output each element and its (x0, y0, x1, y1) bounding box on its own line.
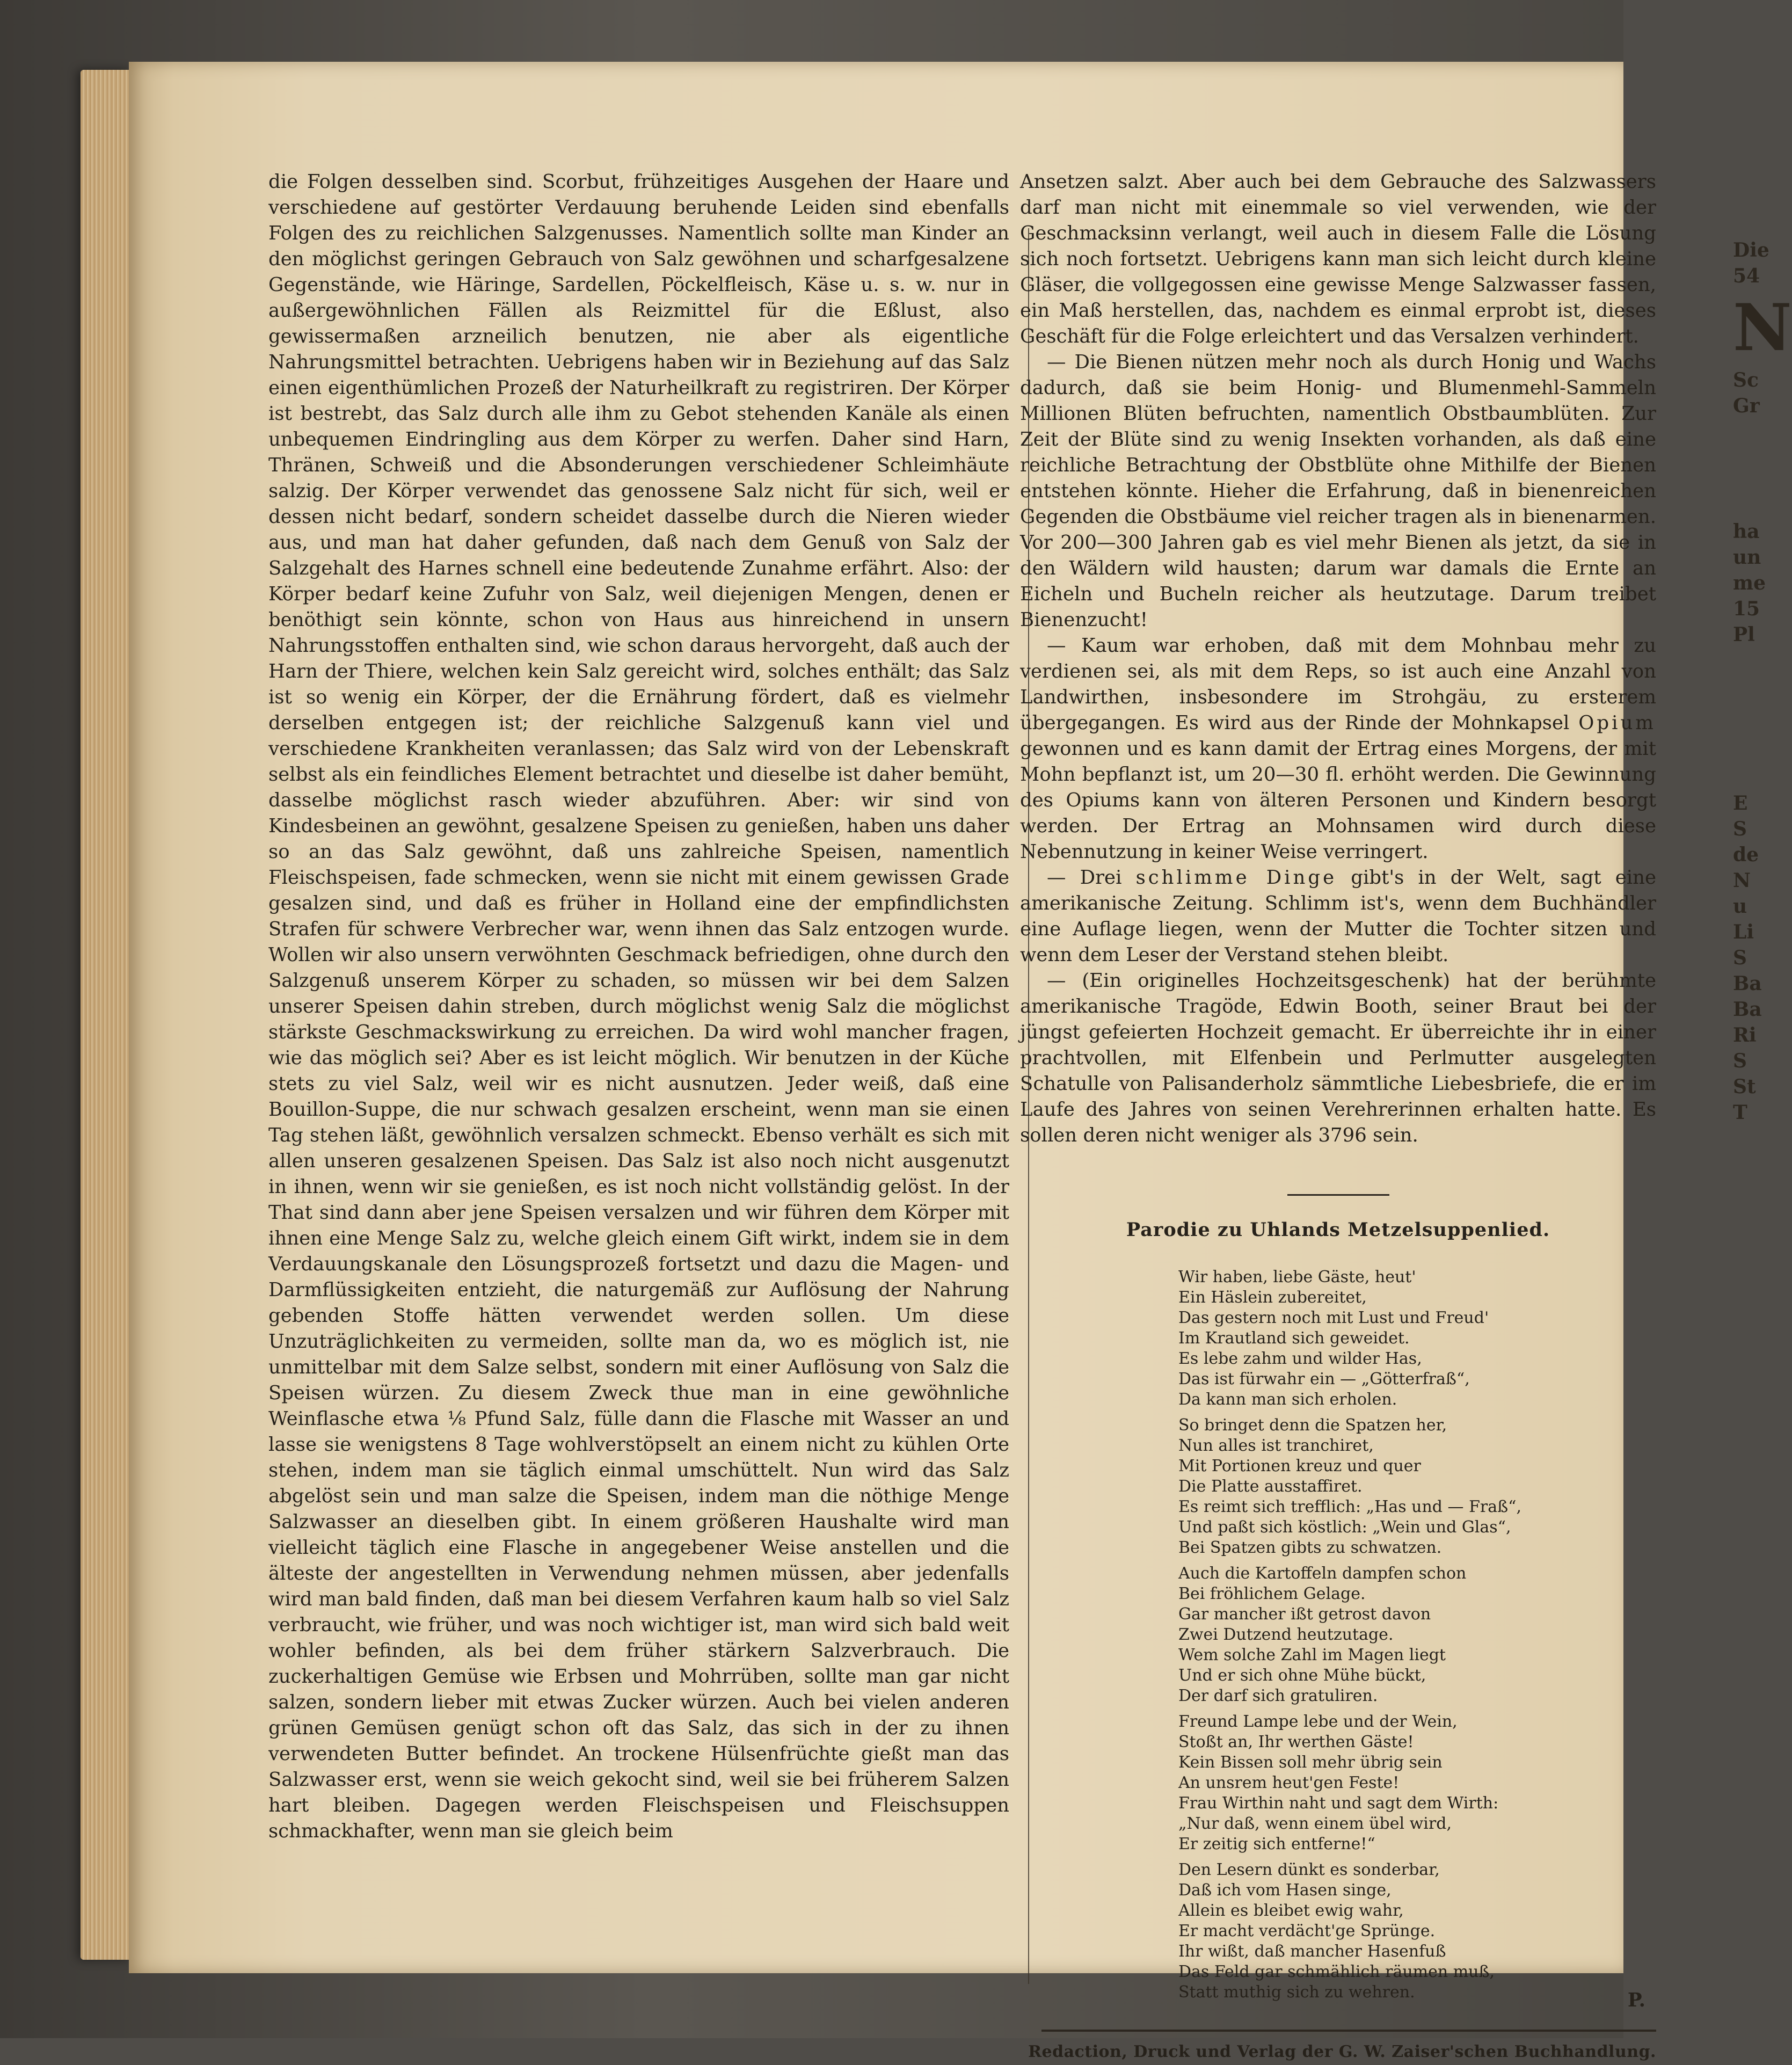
fragment-text: Ba (1733, 998, 1762, 1021)
poem-line: Der darf sich gratuliren. (1178, 1686, 1378, 1705)
poem-line: Freund Lampe lebe und der Wein, (1178, 1712, 1458, 1731)
poem-line: Den Lesern dünkt es sonderbar, (1178, 1860, 1440, 1879)
fragment-text: T (1733, 1101, 1747, 1124)
poem (1178, 1267, 1656, 2003)
fragment-text: Sc (1733, 369, 1759, 391)
poem-line: Auch die Kartoffeln dampfen schon (1178, 1564, 1467, 1583)
poem-line: Da kann man sich erholen. (1178, 1390, 1397, 1409)
poem-line: Allein es bleibet ewig wahr, (1178, 1901, 1404, 1920)
poem-line: Er zeitig sich entferne!“ (1178, 1835, 1375, 1853)
poem-line: Bei Spatzen gibts zu schwatzen. (1178, 1538, 1442, 1557)
fragment-text: Ri (1733, 1024, 1757, 1046)
poem-line: Es reimt sich trefflich: „Has und — Fraß“, (1178, 1497, 1522, 1516)
fragment-text: S (1733, 818, 1747, 840)
fragment-text: Li (1733, 921, 1754, 943)
fragment-text: N (1733, 869, 1751, 892)
poem-line: Wir haben, liebe Gäste, heut' (1178, 1268, 1416, 1286)
poem-stanza (1178, 1267, 1656, 1410)
fragment-text: 54 (1733, 265, 1760, 287)
poem-line: Das gestern noch mit Lust und Freud' (1178, 1308, 1489, 1327)
poppy-notice: — Kaum war erhoben, daß mit dem Mohnbau mehr zu verdienen sei, als mit dem Reps, so ist auch eine Anzahl von Landwirthen, insbesondere im Strohgäu, zu ersterem übergegangen. Es wird aus der Rinde der Mohnkapsel Opium gewonnen und es kann damit der Ertrag eines Morgens, der mit Mohn bepflanzt ist, um 20—30 fl. erhöht werden. Die Gewinnung des Opiums kann von älteren Personen und Kindern besorgt werden. Der Ertrag an Mohnsamen wird durch diese Nebennutzung in keiner Weise verringert. (1020, 635, 1656, 863)
fragment-text: E (1733, 792, 1748, 815)
left-column (268, 169, 1009, 1844)
publisher-imprint: Redaction, Druck und Verlag der G. W. Zaiser'schen Buchhandlung. (1028, 2042, 1656, 2061)
poem-line: Das ist fürwahr ein — „Götterfraß“, (1178, 1370, 1470, 1388)
poem-line: Es lebe zahm und wilder Has, (1178, 1349, 1422, 1368)
fragment-text: S (1733, 947, 1747, 969)
fragment-text: Pl (1733, 623, 1755, 646)
fragment-text: Ba (1733, 972, 1762, 995)
poem-line: Bei fröhlichem Gelage. (1178, 1584, 1366, 1603)
footer-rule (1041, 2030, 1656, 2032)
poem-title: Parodie zu Uhlands Metzelsuppenlied. (1126, 1219, 1550, 1241)
poem-line: Gar mancher ißt getrost davon (1178, 1605, 1431, 1624)
poem-line: So bringet denn die Spatzen her, (1178, 1416, 1447, 1435)
poem-stanza (1178, 1860, 1656, 2003)
fragment-text: un (1733, 546, 1761, 569)
fragment-text: ha (1733, 520, 1760, 543)
poem-stanza (1178, 1712, 1656, 1855)
three-bad-things-notice: — Drei schlimme Dinge gibt's in der Welt, sagt eine amerikanische Zeitung. Schlimm ist's, wenn dem Buchhändler eine Auflage liegen, wenn der Mutter die Tochter sitzen und wenn dem Leser der Verstand stehen bleibt. (1020, 867, 1656, 966)
poem-line: An unsrem heut'gen Feste! (1178, 1773, 1400, 1792)
fragment-text: N (1733, 290, 1792, 366)
wedding-gift-notice: — (Ein originelles Hochzeitsgeschenk) hat der berühmte amerikanische Tragöde, Edwin Booth, seiner Braut bei der jüngst gefeierten Hochzeit gemacht. Er überreichte ihr in einer prachtvollen, mit Elfenbein und Perlmutter ausgelegten Schatulle von Palisanderholz sämmtliche Liebesbriefe, die er im Laufe des Jahres von seinen Verehrerinnen erhalten hatte. Es sollen deren nicht weniger als 3796 sein. (1020, 970, 1656, 1146)
poem-line: Ihr wißt, daß mancher Hasenfuß (1178, 1942, 1446, 1961)
poem-stanza (1178, 1564, 1656, 1706)
poem-line: Ein Häslein zubereitet, (1178, 1288, 1367, 1307)
poem-line: Statt muthig sich zu wehren. (1178, 1983, 1415, 2002)
poem-line: Wem solche Zahl im Magen liegt (1178, 1646, 1446, 1664)
section-separator (1287, 1194, 1389, 1196)
right-column (1020, 169, 1656, 2065)
poem-line: Daß ich vom Hasen singe, (1178, 1881, 1392, 1900)
poem-line: Und paßt sich köstlich: „Wein und Glas“, (1178, 1518, 1511, 1537)
poem-line: Im Krautland sich geweidet. (1178, 1329, 1410, 1348)
fragment-text: St (1733, 1075, 1756, 1098)
fragment-text: Gr (1733, 395, 1760, 417)
book-page-edges (81, 70, 132, 1960)
poem-line: Stoßt an, Ihr werthen Gäste! (1178, 1733, 1414, 1751)
fragment-text: Die (1733, 239, 1769, 261)
poem-line: Und er sich ohne Mühe bückt, (1178, 1666, 1426, 1685)
poem-line: Mit Portionen kreuz und quer (1178, 1457, 1421, 1475)
poem-line: Die Platte ausstaffiret. (1178, 1477, 1363, 1496)
fragment-text: de (1733, 844, 1759, 866)
poem-line: Das Feld gar schmählich räumen muß, (1178, 1962, 1495, 1981)
poem-signature: P. (1627, 1989, 1645, 2011)
fragment-text: S (1733, 1050, 1747, 1072)
poem-line: Nun alles ist tranchiret, (1178, 1436, 1374, 1455)
poem-line: Kein Bissen soll mehr übrig sein (1178, 1753, 1443, 1772)
adjacent-page-fragment (1733, 239, 1792, 2064)
fragment-text: 15 (1733, 598, 1760, 620)
poem-line: Zwei Dutzend heutzutage. (1178, 1625, 1394, 1644)
poem-line: Er macht verdächt'ge Sprünge. (1178, 1922, 1436, 1940)
salt-article-text: die Folgen desselben sind. Scorbut, frühzeitiges Ausgehen der Haare und verschiedene auf gestörter Verdauung beruhende Leiden sind ebenfalls Folgen des zu reichlichen Salzgenusses. Namentlich sollte man Kinder an den möglichst geringen Gebrauch von Salz gewöhnen und scharfgesalzene Gegenstände, wie Häringe, Sardellen, Pöckelfleisch, Käse u. s. w. nur in außergewöhnlichen Fällen als Reizmittel für die Eßlust, also gewissermaßen arzneilich benutzen, nie aber als eigentliche Nahrungsmittel betrachten. Uebrigens haben wir in Beziehung auf das Salz einen eigenthümlichen Prozeß der Naturheilkraft zu registriren. Der Körper ist bestrebt, das Salz durch alle ihm zu Gebot stehenden Kanäle als einen unbequemen Eindringling aus dem Körper zu werfen. Daher sind Harn, Thränen, Schweiß und die Absonderungen verschiedener Schleimhäute salzig. Der Körper verwendet das genossene Salz nicht für sich, weil er dessen nicht bedarf, sondern scheidet dasselbe durch die Nieren wieder aus, und man hat daher gefunden, daß nach dem Genuß von Salz der Salzgehalt des Harnes schnell eine bedeutende Zunahme erfährt. Also: der Körper bedarf keine Zufuhr von Salz, weil diejenigen Mengen, denen er benöthigt sein könnte, schon von Haus aus hinreichend in unsern Nahrungsstoffen enthalten sind, wie schon daraus hervorgeht, daß auch der Harn der Thiere, welchen kein Salz gereicht wird, solches enthält; das Salz ist so wenig ein Körper, der die Ernährung fördert, daß es vielmehr derselben entgegen ist; der reichliche Salzgenuß kann viel und verschiedene Krankheiten veranlassen; das Salz wird von der Lebenskraft selbst als ein feindliches Element betrachtet und dieselbe ist daher bemüht, dasselbe möglichst rasch wieder abzuführen. Aber: wir sind von Kindesbeinen an gewöhnt, gesalzene Speisen zu genießen, haben uns daher so an das Salz gewöhnt, daß uns zahlreiche Speisen, namentlich Fleischspeisen, fade schmecken, wenn sie nicht mit einem gewissen Grade gesalzen sind, und daß es früher in Holland eine der empfindlichsten Strafen für schwere Verbrecher war, wenn ihnen das Salz entzogen wurde. Wollen wir also unsern verwöhnten Geschmack befriedigen, ohne durch den Salzgenuß unserem Körper zu schaden, so müssen wir bei dem Salzen unserer Speisen dahin streben, durch möglichst wenig Salz die möglichst stärkste Geschmackswirkung zu erreichen. Da wird wohl mancher fragen, wie das möglich sei? Aber es ist leicht möglich. Wir benutzen in der Küche stets zu viel Salz, weil wir es nicht ausnutzen. Jeder weiß, daß eine Bouillon-Suppe, die nur schwach gesalzen erscheint, wenn man sie einen Tag stehen läßt, gewöhnlich versalzen schmeckt. Ebenso verhält es sich mit allen unseren gesalzenen Speisen. Das Salz ist also noch nicht ausgenutzt in ihnen, wenn wir sie genießen, es ist noch nicht vollständig gelöst. In der That sind dann aber jene Speisen versalzen und wir führen dem Körper mit ihnen eine Menge Salz zu, welche gleich einem Gift wirkt, indem sie in dem Verdauungskanale den Lösungsprozeß fortsetzt und dazu die Magen- und Darmflüssigkeiten entzieht, die naturgemäß zur Auflösung der Nahrung gebenden Stoffe hätten verwendet werden sollen. Um diese Unzuträglichkeiten zu vermeiden, sollte man da, wo es möglich ist, nie unmittelbar mit dem Salze selbst, sondern mit einer Auflösung von Salz die Speisen würzen. Zu diesem Zweck thue man in eine gewöhnliche Weinflasche etwa ⅛ Pfund Salz, fülle dann die Flasche mit Wasser an und lasse sie wenigstens 8 Tage wohlverstöpselt an einem nicht zu kühlen Orte stehen, indem man sie täglich einmal umschüttelt. Nun wird das Salz abgelöst sein und man salze die Speisen, indem man die nöthige Menge Salzwasser an dieselben gibt. In einem größeren Haushalte wird man vielleicht täglich eine Flasche in angegebener Weise anstellen und die älteste der angestellten in Verwendung nehmen müssen, aber jedenfalls wird man bald finden, daß man bei diesem Verfahren kaum halb so viel Salz verbraucht, wie früher, und was noch wichtiger ist, man wird sich bald weit wohler befinden, als bei dem früher stärkern Salzverbrauch. Die zuckerhaltigen Gemüse wie Erbsen und Mohrrüben, sollte man gar nicht salzen, sondern lieber mit etwas Zucker würzen. Auch bei vielen anderen grünen Gemüsen genügt schon oft das Salz, das sich in der zu ihnen verwendeten Butter befindet. An trockene Hülsenfrüchte gießt man das Salzwasser erst, wenn sie weich gekocht sind, weil sie bei früherem Salzen hart bleiben. Dagegen werden Fleischspeisen und Fleischsuppen schmackhafter, wenn man sie gleich beim (268, 171, 1009, 1842)
poem-stanza (1178, 1415, 1656, 1558)
salt-article-continuation: Ansetzen salzt. Aber auch bei dem Gebrauche des Salzwassers darf man nicht mit einemmale so viel verwenden, wie der Geschmacksinn verlangt, weil auch in diesem Falle die Lösung sich noch fortsetzt. Uebrigens kann man sich leicht durch kleine Gläser, die vollgegossen eine gewisse Menge Salzwasser fassen, ein Maß herstellen, das, nachdem es einmal erprobt ist, dieses Geschäft für die Folge erleichtert und das Versalzen verhindert. (1020, 171, 1656, 347)
poem-line: „Nur daß, wenn einem übel wird, (1178, 1814, 1452, 1833)
newspaper-page (129, 62, 1792, 2061)
fragment-text: u (1733, 895, 1747, 918)
fragment-text: me (1733, 572, 1766, 594)
bees-notice: — Die Bienen nützen mehr noch als durch Honig und Wachs dadurch, daß sie beim Honig- und Blumenmehl-Sammeln Millionen Blüten befruchten, namentlich Obstbaumblüten. Zur Zeit der Blüte sind zu wenig Insekten vorhanden, als daß eine reichliche Betrachtung der Obstblüte ohne Mithilfe der Bienen entstehen könnte. Hieher die Erfahrung, daß in bienenreichen Gegenden die Obstbäume viel reicher tragen als in bienenarmen. Vor 200—300 Jahren gab es viel mehr Bienen als jetzt, da sie in den Wäldern wild hausten; darum war damals die Ernte an Eicheln und Bucheln reicher als heutzutage. Darum treibet Bienenzucht! (1020, 351, 1656, 631)
poem-line: Frau Wirthin naht und sagt dem Wirth: (1178, 1794, 1499, 1813)
